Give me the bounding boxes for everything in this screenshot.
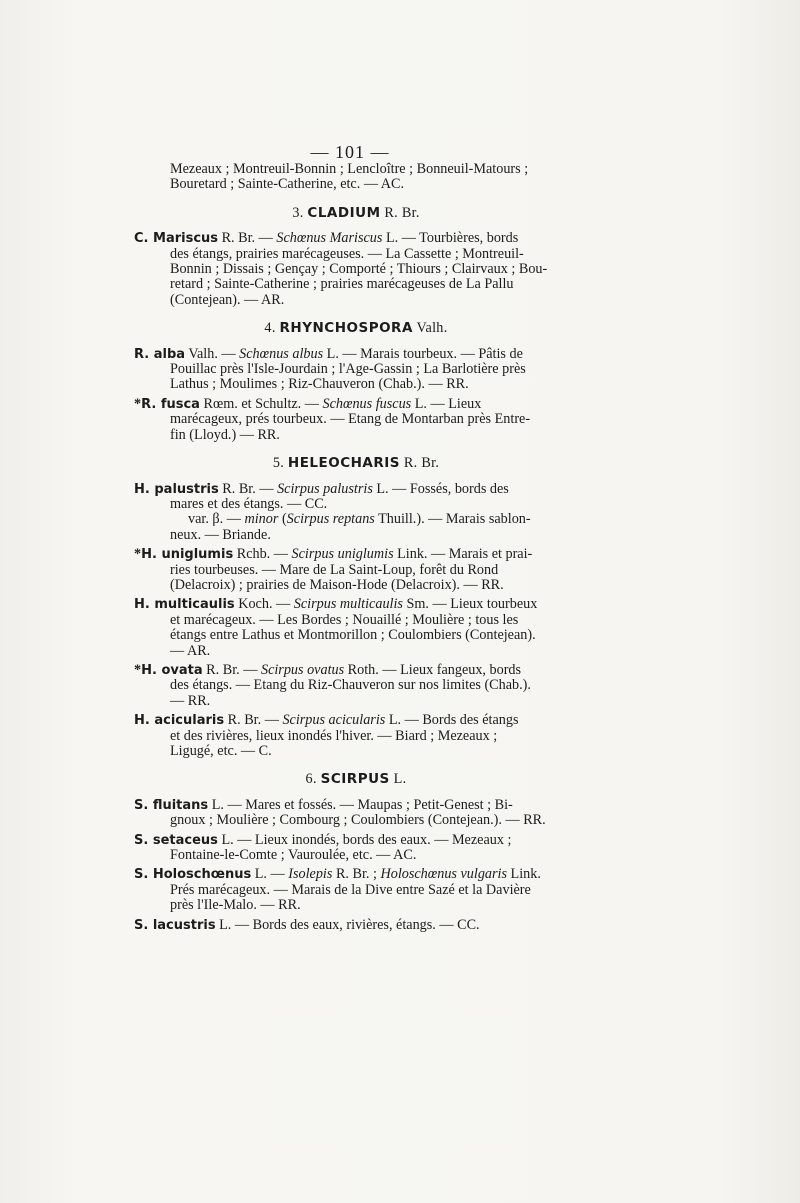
species-entry-line bbox=[134, 597, 578, 612]
species-name: R. bbox=[134, 346, 154, 362]
italic-synonym: Schœnus fuscus bbox=[322, 396, 412, 412]
text-run: Link. — Marais et prai- bbox=[393, 547, 533, 563]
entry-continuation-line bbox=[134, 898, 578, 913]
species-name: S. bbox=[134, 797, 153, 813]
entry-continuation-line bbox=[134, 628, 578, 643]
entry-continuation-line bbox=[134, 883, 578, 898]
text-run: Sm. — Lieux tourbeux bbox=[402, 597, 538, 613]
species-entry-line bbox=[134, 547, 578, 562]
text-run: L. — Mares et fossés. — Maupas ; Petit-Genest ; Bi- bbox=[208, 797, 513, 813]
species-name: H. bbox=[134, 713, 155, 729]
rarity-star: * bbox=[134, 662, 142, 678]
page-number: — 101 — bbox=[310, 142, 390, 162]
text-run: Mezeaux ; Montreuil-Bonnin ; Lencloître ; Bonneuil-Matours ; bbox=[170, 162, 529, 177]
entry-continuation-line bbox=[134, 744, 578, 759]
text-run: Bonnin ; Dissais ; Gençay ; Comporté ; Thiours ; Clairvaux ; Bou- bbox=[170, 262, 548, 278]
species-name: fusca bbox=[160, 396, 200, 412]
text-run: R. Br. — bbox=[218, 231, 277, 247]
text-run: L. bbox=[389, 771, 407, 788]
entry-continuation-line bbox=[134, 813, 578, 828]
entry-continuation-line bbox=[134, 694, 578, 709]
text-run: 3. bbox=[292, 204, 308, 221]
entry-continuation-line bbox=[134, 497, 578, 512]
italic-synonym: Scirpus acicularis bbox=[282, 713, 386, 729]
species-name: H. bbox=[141, 547, 162, 563]
text-run: Roth. — Lieux fangeux, bords bbox=[344, 662, 522, 678]
species-name: R. bbox=[141, 396, 161, 412]
text-run: neux. — Briande. bbox=[170, 527, 271, 543]
entry-continuation-line bbox=[134, 377, 578, 392]
text-run: L. — Lieux bbox=[411, 396, 482, 412]
genus-heading bbox=[134, 772, 578, 787]
text-run: L. — Bords des eaux, rivières, étangs. — CC. bbox=[215, 917, 480, 933]
italic-synonym: Schœnus albus bbox=[239, 346, 324, 362]
species-name: fluitans bbox=[152, 797, 209, 813]
text-run: retard ; Sainte-Catherine ; prairies marécageuses de La Pallu bbox=[170, 277, 514, 293]
entry-continuation-line bbox=[134, 277, 578, 292]
text-run: Ligugé, etc. — C. bbox=[170, 744, 272, 759]
species-name: Holoschœnus bbox=[152, 867, 252, 883]
species-entry-line bbox=[134, 713, 578, 728]
text-run: fin (Lloyd.) — RR. bbox=[170, 427, 280, 443]
text-run: des étangs, prairies marécageuses. — La Cassette ; Montreuil- bbox=[170, 246, 524, 262]
species-name: acicularis bbox=[154, 713, 225, 729]
entry-continuation-line bbox=[134, 512, 578, 527]
italic-synonym: Scirpus palustris bbox=[277, 481, 373, 497]
species-name: S. bbox=[134, 867, 153, 883]
entry-continuation-line bbox=[134, 678, 578, 693]
species-name: Mariscus bbox=[153, 231, 219, 247]
species-name: ovata bbox=[161, 662, 203, 678]
italic-synonym: Scirpus multicaulis bbox=[293, 597, 403, 613]
text-run: près l'Ile-Malo. — RR. bbox=[170, 898, 301, 914]
text-run: 6. bbox=[305, 771, 321, 788]
species-name: palustris bbox=[154, 481, 219, 497]
text-run: mares et des étangs. — CC. bbox=[170, 496, 328, 512]
text-run: L. — Tourbières, bords bbox=[382, 231, 519, 247]
text-run: Koch. — bbox=[234, 597, 294, 613]
text-run: marécageux, prés tourbeux. — Etang de Montarban près Entre- bbox=[170, 412, 531, 428]
genus-name: HELEOCHARIS bbox=[287, 455, 401, 472]
text-run: ries tourbeuses. — Mare de La Saint-Loup, forêt du Rond bbox=[170, 562, 499, 578]
italic-synonym: Holoschœnus vulgaris bbox=[380, 867, 507, 883]
species-entry-line bbox=[134, 918, 578, 933]
text-run: R. Br. bbox=[380, 204, 420, 221]
entry-continuation-line bbox=[134, 293, 578, 308]
text-run: étangs entre Lathus et Montmorillon ; Coulombiers (Contejean). bbox=[170, 628, 536, 644]
text-run: Fontaine-le-Comte ; Vauroulée, etc. — AC. bbox=[170, 848, 417, 864]
page-body bbox=[134, 162, 578, 933]
species-entry-line bbox=[134, 798, 578, 813]
text-run: Link. bbox=[507, 867, 541, 883]
entry-continuation-line bbox=[134, 644, 578, 659]
text-run: R. Br. bbox=[400, 455, 440, 472]
text-run: ( bbox=[278, 512, 287, 528]
entry-continuation-line bbox=[134, 729, 578, 744]
rarity-star: * bbox=[134, 396, 142, 412]
entry-continuation-line bbox=[134, 262, 578, 277]
species-name: alba bbox=[153, 346, 186, 362]
text-run: — RR. bbox=[170, 693, 211, 709]
species-name: setaceus bbox=[152, 832, 218, 848]
text-run: Prés marécageux. — Marais de la Dive entre Sazé et la Davière bbox=[170, 882, 531, 898]
text-run: gnoux ; Moulière ; Combourg ; Coulombiers (Contejean.). — RR. bbox=[170, 813, 546, 829]
species-name: H. bbox=[134, 597, 155, 613]
species-entry-line bbox=[134, 231, 578, 246]
entry-continuation-line bbox=[134, 362, 578, 377]
species-entry-line bbox=[134, 663, 578, 678]
italic-synonym: Isolepis bbox=[288, 867, 333, 883]
text-run: L. — Lieux inondés, bords des eaux. — Mezeaux ; bbox=[217, 832, 512, 848]
text-run: Lathus ; Moulimes ; Riz-Chauveron (Chab.). — RR. bbox=[170, 377, 469, 393]
italic-synonym: Scirpus ovatus bbox=[260, 662, 345, 678]
text-run: L. — Marais tourbeux. — Pâtis de bbox=[323, 346, 523, 362]
species-entry-line bbox=[134, 482, 578, 497]
text-run: R. Br. — bbox=[218, 481, 278, 497]
rarity-star: * bbox=[134, 547, 142, 563]
entry-continuation-line bbox=[134, 177, 578, 192]
text-run: Valh. bbox=[412, 320, 448, 337]
entry-continuation-line bbox=[134, 578, 578, 593]
text-run: R. Br. — bbox=[202, 662, 261, 678]
entry-continuation-line bbox=[134, 528, 578, 543]
text-run: 4. bbox=[264, 320, 280, 337]
species-name: H. bbox=[141, 662, 162, 678]
text-run: var. β. — bbox=[188, 512, 245, 528]
genus-heading bbox=[134, 456, 578, 471]
entry-continuation-line bbox=[134, 162, 578, 177]
species-name: uniglumis bbox=[161, 547, 234, 563]
text-run: (Contejean). — AR. bbox=[170, 292, 285, 308]
text-run: 5. bbox=[272, 455, 288, 472]
species-name: C. bbox=[134, 231, 154, 247]
species-entry-line bbox=[134, 397, 578, 412]
genus-name: CLADIUM bbox=[307, 204, 381, 221]
text-run: et des rivières, lieux inondés l'hiver. — Biard ; Mezeaux ; bbox=[170, 728, 498, 744]
entry-continuation-line bbox=[134, 428, 578, 443]
entry-continuation-line bbox=[134, 613, 578, 628]
italic-synonym: Scirpus uniglumis bbox=[291, 547, 394, 563]
entry-continuation-line bbox=[134, 247, 578, 262]
genus-heading bbox=[134, 206, 578, 221]
italic-synonym: Scirpus reptans bbox=[286, 512, 375, 528]
species-entry-line bbox=[134, 867, 578, 882]
text-run: (Delacroix) ; prairies de Maison-Hode (Delacroix). — RR. bbox=[170, 577, 504, 593]
text-run: Bouretard ; Sainte-Catherine, etc. — AC. bbox=[170, 177, 405, 193]
text-run: Rchb. — bbox=[233, 547, 292, 563]
italic-synonym: Schœnus Mariscus bbox=[276, 231, 383, 247]
text-run: R. Br. — bbox=[224, 713, 283, 729]
species-name: H. bbox=[134, 481, 155, 497]
text-run: Pouillac près l'Isle-Jourdain ; l'Age-Gassin ; La Barlotière près bbox=[170, 362, 526, 378]
entry-continuation-line bbox=[134, 848, 578, 863]
text-run: Valh. — bbox=[185, 346, 240, 362]
genus-name: RHYNCHOSPORA bbox=[279, 320, 413, 337]
text-run: L. — Bords des étangs bbox=[385, 713, 519, 729]
text-run: des étangs. — Etang du Riz-Chauveron sur nos limites (Chab.). bbox=[170, 678, 531, 694]
text-run: L. — bbox=[251, 867, 289, 883]
species-name: multicaulis bbox=[154, 597, 235, 613]
italic-synonym: minor bbox=[244, 512, 279, 528]
genus-name: SCIRPUS bbox=[320, 771, 390, 788]
text-run: Rœm. et Schultz. — bbox=[199, 396, 323, 412]
genus-heading bbox=[134, 321, 578, 336]
species-name: lacustris bbox=[152, 917, 216, 933]
text-run: R. Br. ; bbox=[332, 867, 381, 883]
text-run: Thuill.). — Marais sablon- bbox=[374, 512, 531, 528]
entry-continuation-line bbox=[134, 412, 578, 427]
text-run: L. — Fossés, bords des bbox=[372, 481, 509, 497]
text-run: — AR. bbox=[170, 643, 211, 659]
entry-continuation-line bbox=[134, 563, 578, 578]
species-entry-line bbox=[134, 347, 578, 362]
species-name: S. bbox=[134, 832, 153, 848]
species-name: S. bbox=[134, 917, 153, 933]
species-entry-line bbox=[134, 833, 578, 848]
text-run: et marécageux. — Les Bordes ; Nouaillé ; Moulière ; tous les bbox=[170, 612, 519, 628]
